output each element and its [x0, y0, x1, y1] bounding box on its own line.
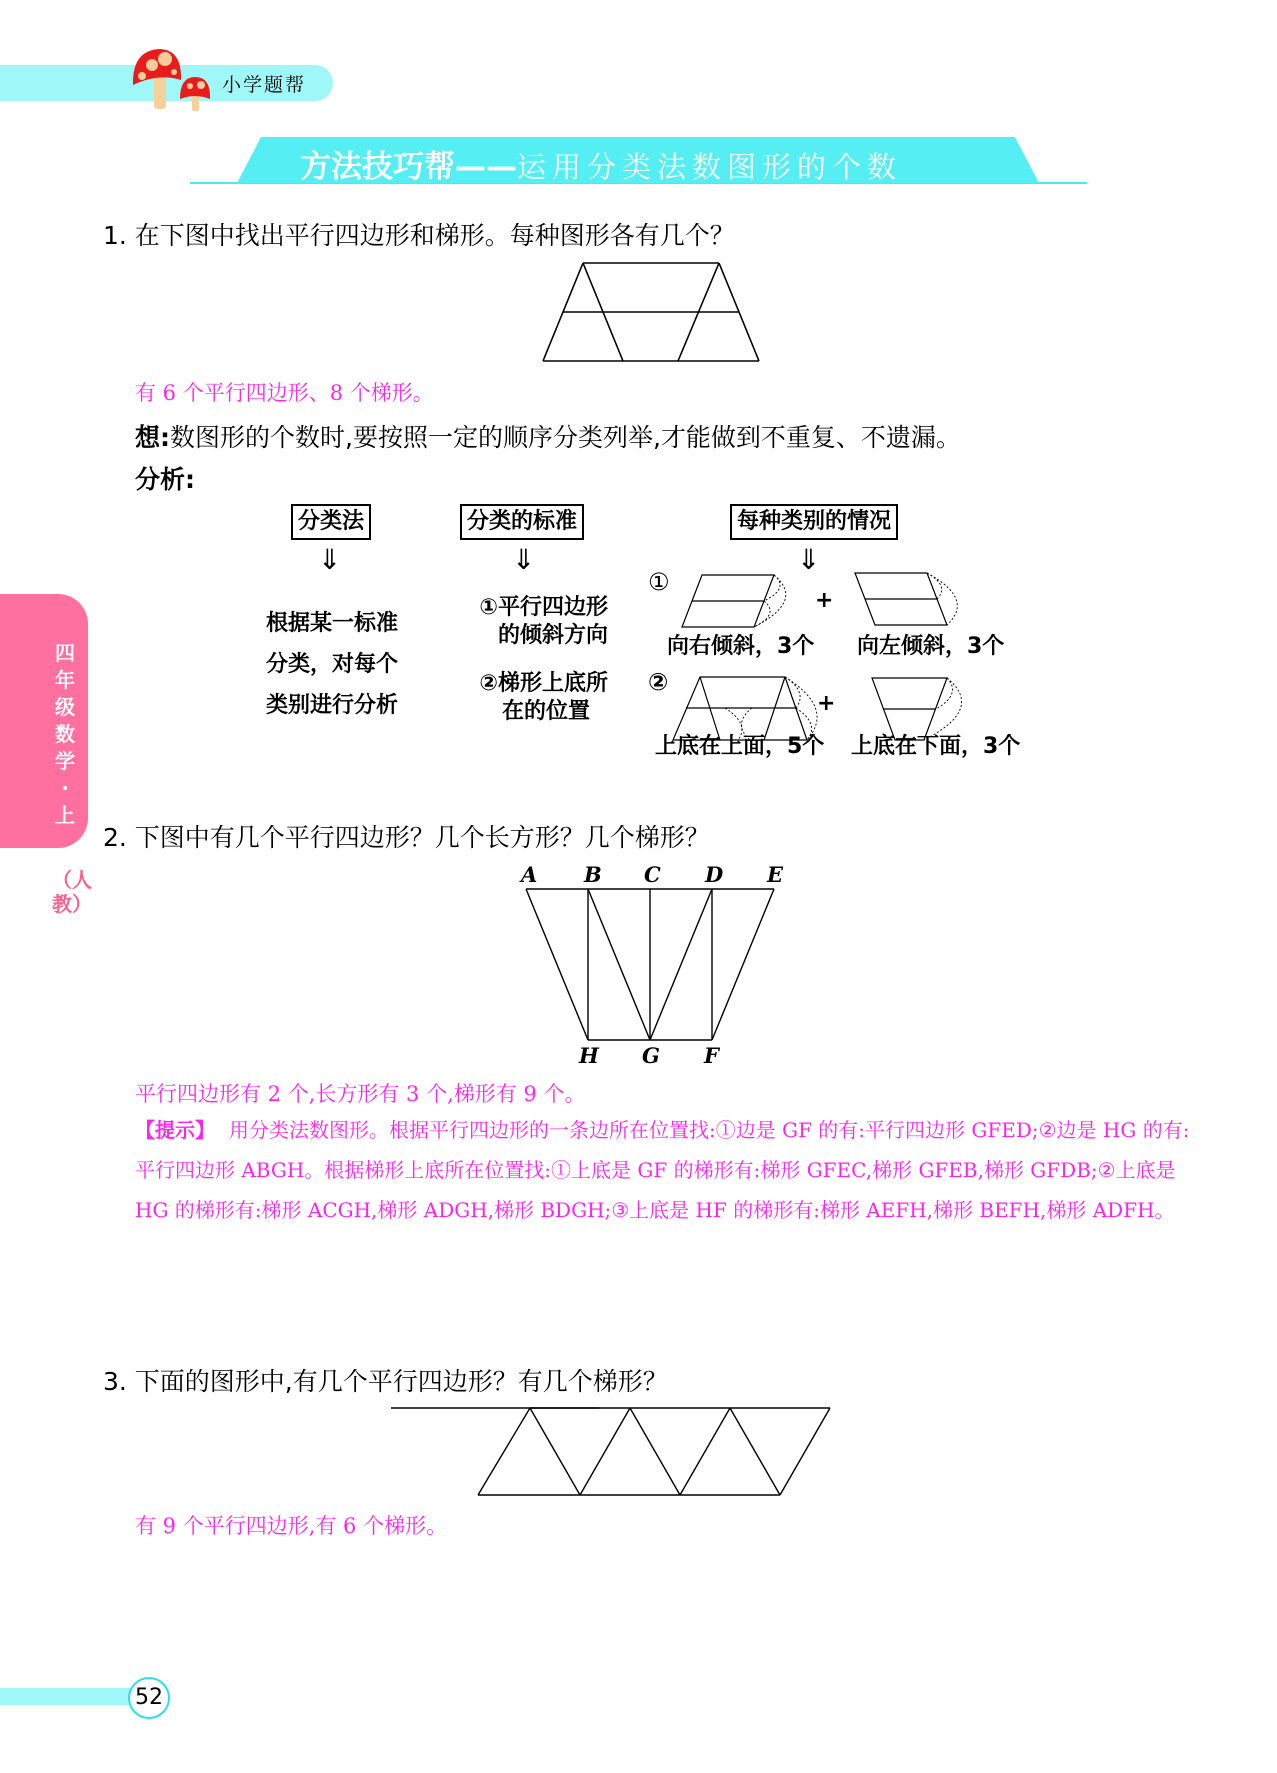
- case-2-left-label: 上底在上面，5个: [655, 734, 825, 759]
- point-label-E: E: [767, 862, 784, 887]
- criteria-line: ①平行四边形: [479, 595, 608, 620]
- grade-label: 四年级数学·上: [55, 641, 75, 827]
- hint-tag: 【提示】: [135, 1118, 215, 1142]
- point-label-A: A: [521, 862, 538, 887]
- q2-answer: 平行四边形有 2 个,长方形有 3 个,梯形有 9 个。: [135, 1082, 586, 1106]
- plus-sign: +: [815, 588, 834, 613]
- point-label-F: F: [704, 1043, 719, 1068]
- q1-answer: 有 6 个平行四边形、8 个梯形。: [135, 381, 434, 405]
- analysis-box-method: 分类法: [291, 504, 371, 540]
- question-1: 1. 在下图中找出平行四边形和梯形。每种图形各有几个？: [103, 221, 735, 250]
- criteria-line: 在的位置: [501, 699, 590, 724]
- criteria-line: ②梯形上底所: [479, 671, 608, 696]
- think-label: 想:: [135, 423, 170, 452]
- method-line: 根据某一标准: [266, 611, 399, 636]
- hint-text: 用分类法数图形。根据平行四边形的一条边所在位置找:①边是 GF 的有:平行四边形 GFED;②边是 HG 的有:平行四边形 ABGH。根据梯形上底所在位置找:①上底是 GF 的梯形有:梯形 GFEC,梯形 GFEB,梯形 GFDB;②上底是 HG 的梯形有:梯形 ACGH,梯形 ADGH,梯形 BDGH;③上底是 HF 的梯形有:梯形 AEFH,梯形 BEFH,梯形 ADFH。: [135, 1118, 1190, 1222]
- question-3: 3. 下面的图形中,有几个平行四边形？有几个梯形？: [103, 1367, 668, 1396]
- analysis-box-cases: 每种类别的情况: [730, 504, 898, 540]
- point-label-H: H: [579, 1043, 599, 1068]
- method-line: 分类，对每个: [266, 652, 399, 677]
- footer-bar: [0, 1688, 135, 1705]
- brand-name: 小学题帮: [222, 74, 307, 96]
- section-title-light: 运用分类法数图形的个数: [517, 150, 903, 184]
- analysis-label: 分析:: [135, 465, 195, 494]
- point-label-B: B: [584, 862, 602, 887]
- down-arrow-icon: ⇓: [318, 543, 342, 576]
- down-arrow-icon: ⇓: [512, 543, 536, 576]
- down-arrow-icon: ⇓: [797, 543, 821, 576]
- question-2: 2. 下图中有几个平行四边形？几个长方形？几个梯形？: [103, 823, 710, 852]
- q3-answer: 有 9 个平行四边形,有 6 个梯形。: [135, 1514, 448, 1538]
- case-1-right-label: 向左倾斜，3个: [857, 634, 1005, 659]
- point-label-D: D: [705, 862, 724, 887]
- criteria-line: 的倾斜方向: [497, 623, 608, 648]
- point-label-G: G: [642, 1043, 660, 1068]
- analysis-box-criteria: 分类的标准: [460, 504, 584, 540]
- case-2-right-label: 上底在下面，3个: [851, 734, 1021, 759]
- case-1-marker: ①: [648, 568, 670, 596]
- case-2-marker: ②: [648, 668, 669, 696]
- plus-sign: +: [817, 691, 836, 716]
- page-number: 52: [128, 1677, 170, 1719]
- method-line: 类别进行分析: [266, 693, 399, 718]
- section-title-bold: 方法技巧帮——: [300, 149, 517, 185]
- point-label-C: C: [644, 862, 661, 887]
- think-text: 数图形的个数时,要按照一定的顺序分类列举,才能做到不重复、不遗漏。: [170, 423, 961, 452]
- case-1-left-label: 向右倾斜，3个: [667, 634, 815, 659]
- edition-label: （人教）: [52, 868, 92, 916]
